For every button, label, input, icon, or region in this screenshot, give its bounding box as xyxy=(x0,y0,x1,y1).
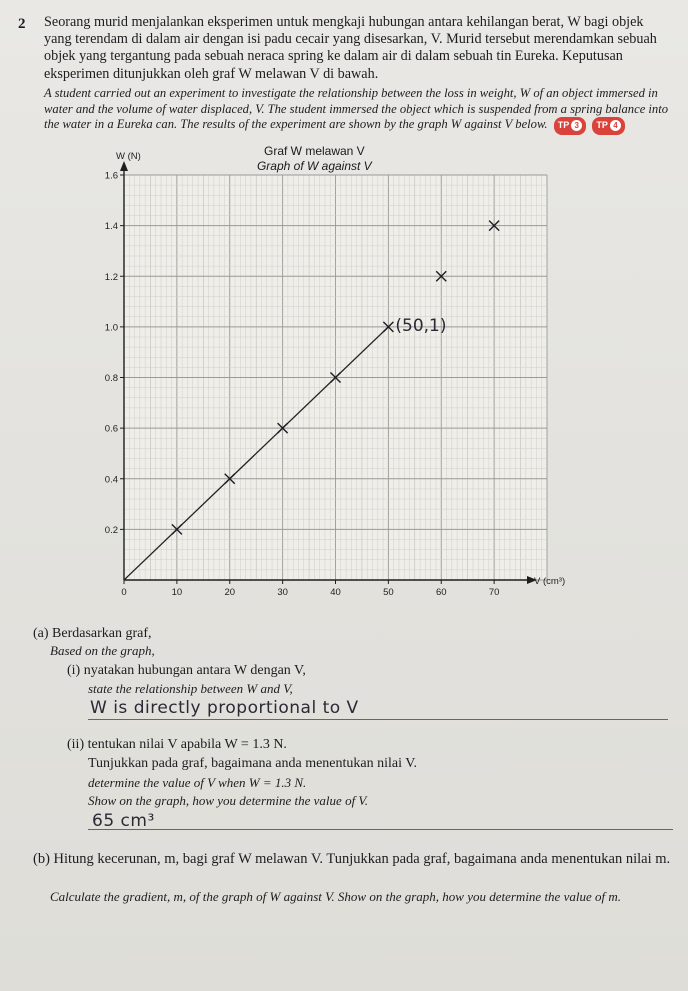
y-tick-label: 1.0 xyxy=(104,322,118,334)
x-axis-label: V (cm³) xyxy=(534,576,566,587)
part-a-ii-malay-2: Tunjukkan pada graf, bagaimana anda menentukan nilai V. xyxy=(88,756,418,771)
tp-badge-3: TP 3 xyxy=(554,117,587,135)
tp-badge-4: TP 4 xyxy=(592,117,625,135)
x-tick-label: 70 xyxy=(488,587,500,598)
annotation-point-label: (50,1) xyxy=(395,315,447,336)
answer-ii-handwritten[interactable]: 65 cm³ xyxy=(92,811,155,831)
y-axis-arrow xyxy=(120,161,128,171)
part-a-heading: (a) Berdasarkan graf, xyxy=(33,626,152,641)
part-a-i-malay: (i) nyatakan hubungan antara W dengan V, xyxy=(67,663,306,678)
x-tick-label: 30 xyxy=(277,587,288,598)
y-tick-label: 0.2 xyxy=(104,524,118,536)
answer-i-handwritten[interactable]: W is directly proportional to V xyxy=(90,698,359,718)
part-a-ii-english-1: determine the value of V when W = 1.3 N. xyxy=(88,775,307,790)
y-tick-label: 1.2 xyxy=(104,271,118,283)
question-english-text xyxy=(44,86,676,135)
y-tick-label: 1.4 xyxy=(104,221,118,233)
question-malay-text: Seorang murid menjalankan eksperimen untuk mengkaji hubungan antara kehilangan berat, W bagi objek yang terendam di dalam air dengan isi padu cecair yang disesarkan, V. Murid tersebut merendamkan sebuah objek yang tergantung pada sebuah neraca spring ke dalam air di dalam sebuah tin Eureka. Keputusan eksperimen ditunjukkan oleh graf W melawan V di bawah. xyxy=(44,14,657,82)
x-tick-label: 40 xyxy=(330,587,341,598)
x-tick-label: 60 xyxy=(435,587,447,598)
part-a-ii-malay-1: (ii) tentukan nilai V apabila W = 1.3 N. xyxy=(67,737,287,752)
x-tick-label: 20 xyxy=(224,587,236,598)
answer-ii-line xyxy=(88,829,673,830)
y-axis-label: W (N) xyxy=(116,151,141,162)
chart-title: Graf W melawan V xyxy=(263,144,365,158)
part-b-english: Calculate the gradient, m, of the graph of W against V. Show on the graph, how you determine the value of m. xyxy=(50,889,621,904)
question-number: 2 xyxy=(18,16,26,32)
x-tick-label: 0 xyxy=(121,587,127,598)
y-tick-label: 0.8 xyxy=(104,373,118,384)
chart-subtitle: Graph of W against V xyxy=(256,159,372,173)
part-a-i-english: state the relationship between W and V, xyxy=(88,681,293,696)
question-english-body: A student carried out an experiment to investigate the relationship between the loss in weight, W of an object immersed in water and the volume of water displaced, V. The student immersed the object which is suspended from a spring balance into the water in a Eureka can. The results of the experiment are shown by the graph W against V below. xyxy=(44,86,669,132)
part-b-malay: (b) Hitung kecerunan, m, bagi graf W melawan V. Tunjukkan pada graf, bagaimana anda menentukan nilai m. xyxy=(33,851,671,867)
answer-i-line xyxy=(88,719,668,720)
y-tick-label: 1.6 xyxy=(104,170,118,182)
x-tick-label: 50 xyxy=(383,587,394,598)
y-tick-label: 0.4 xyxy=(104,474,118,486)
graph-w-against-v xyxy=(0,140,688,610)
part-a-heading-en: Based on the graph, xyxy=(50,643,155,658)
y-tick-label: 0.6 xyxy=(104,423,118,435)
part-a-ii-english-2: Show on the graph, how you determine the value of V. xyxy=(88,793,368,808)
x-tick-label: 10 xyxy=(171,587,183,598)
